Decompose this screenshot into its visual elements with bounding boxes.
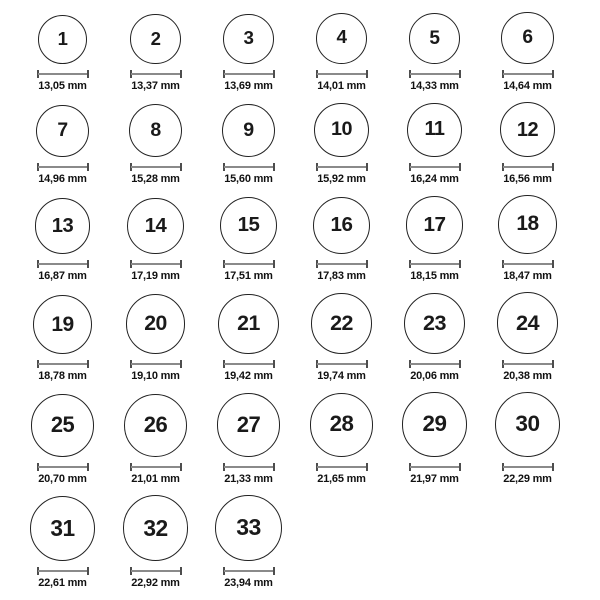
- ring-size-cell: [295, 103, 388, 186]
- ring-size-number: 25: [50, 412, 75, 438]
- ring-size-cell: [16, 198, 109, 283]
- ring-circle: [404, 293, 465, 354]
- bar-tick-right-icon: [273, 70, 275, 78]
- ring-circle: [127, 198, 183, 254]
- diameter-label: 21,33 mm: [224, 472, 273, 485]
- diameter-label: 18,47 mm: [503, 269, 552, 282]
- bar-tick-right-icon: [180, 567, 182, 575]
- ring-size-cell: [202, 104, 295, 187]
- ring-circle: [220, 197, 277, 254]
- ring-size-number: 15: [237, 213, 260, 237]
- bar-line: [38, 570, 88, 572]
- diameter-label: 14,33 mm: [410, 80, 459, 93]
- ring-circle: [31, 394, 93, 456]
- ring-size-number: 28: [329, 411, 354, 437]
- ring-size-number: 30: [515, 410, 540, 436]
- ring-size-cell: [481, 392, 574, 486]
- diameter-label: 20,38 mm: [503, 369, 552, 382]
- diameter-measure-bar: [130, 70, 182, 78]
- diameter-label: 14,01 mm: [317, 80, 366, 93]
- ring-size-number: 26: [143, 412, 168, 438]
- bar-tick-right-icon: [366, 463, 368, 471]
- ring-circle: [123, 495, 189, 561]
- ring-size-number: 20: [144, 312, 167, 336]
- ring-circle: [124, 394, 187, 457]
- bar-tick-right-icon: [273, 163, 275, 171]
- diameter-measure-bar: [223, 70, 275, 78]
- ring-size-cell: [16, 295, 109, 383]
- ring-size-cell: [388, 293, 481, 383]
- diameter-label: 19,74 mm: [317, 369, 366, 382]
- bar-line: [410, 73, 460, 75]
- ring-size-number: 29: [422, 411, 447, 437]
- ring-circle: [222, 104, 276, 158]
- ring-size-cell: [109, 394, 202, 486]
- ring-circle: [30, 496, 95, 561]
- diameter-label: 15,92 mm: [317, 173, 366, 186]
- ring-circle: [402, 392, 466, 456]
- bar-line: [131, 363, 181, 365]
- ring-circle: [311, 293, 372, 354]
- ring-circle: [497, 292, 559, 354]
- bar-line: [131, 466, 181, 468]
- bar-tick-right-icon: [87, 260, 89, 268]
- ring-circle: [126, 294, 186, 354]
- ring-size-number: 7: [57, 120, 68, 142]
- ring-size-cell: [202, 294, 295, 383]
- diameter-measure-bar: [130, 360, 182, 368]
- ring-size-cell: [109, 198, 202, 283]
- bar-tick-right-icon: [180, 260, 182, 268]
- size-row: [16, 292, 600, 383]
- diameter-label: 19,10 mm: [131, 369, 180, 382]
- size-row: [16, 392, 600, 486]
- size-row: [16, 495, 600, 590]
- diameter-measure-bar: [37, 567, 89, 575]
- ring-size-number: 3: [243, 27, 254, 49]
- bar-tick-right-icon: [459, 360, 461, 368]
- diameter-label: 16,87 mm: [38, 269, 87, 282]
- diameter-measure-bar: [316, 70, 368, 78]
- diameter-label: 16,24 mm: [410, 173, 459, 186]
- ring-size-cell: [16, 15, 109, 94]
- ring-circle: [35, 198, 91, 254]
- diameter-label: 19,42 mm: [224, 369, 273, 382]
- bar-line: [503, 166, 553, 168]
- ring-size-cell: [388, 196, 481, 283]
- diameter-measure-bar: [316, 360, 368, 368]
- ring-size-cell: [202, 197, 295, 283]
- size-row: [16, 12, 600, 93]
- ring-size-number: 12: [516, 118, 539, 141]
- diameter-label: 18,78 mm: [38, 369, 87, 382]
- diameter-measure-bar: [37, 260, 89, 268]
- ring-circle: [406, 196, 464, 254]
- size-row: [16, 102, 600, 186]
- ring-circle: [33, 295, 92, 354]
- bar-line: [224, 263, 274, 265]
- ring-size-cell: [109, 14, 202, 93]
- diameter-measure-bar: [409, 360, 461, 368]
- diameter-measure-bar: [223, 163, 275, 171]
- bar-line: [224, 166, 274, 168]
- ring-size-number: 32: [143, 514, 168, 541]
- bar-line: [224, 363, 274, 365]
- ring-size-cell: [109, 104, 202, 186]
- diameter-measure-bar: [130, 463, 182, 471]
- ring-circle: [313, 197, 370, 254]
- diameter-label: 17,51 mm: [224, 269, 273, 282]
- bar-line: [38, 263, 88, 265]
- diameter-measure-bar: [37, 463, 89, 471]
- ring-size-number: 9: [243, 118, 254, 141]
- ring-size-number: 5: [429, 27, 440, 49]
- size-row: [16, 195, 600, 283]
- diameter-measure-bar: [502, 260, 554, 268]
- ring-size-cell: [109, 294, 202, 383]
- diameter-measure-bar: [409, 463, 461, 471]
- bar-line: [131, 166, 181, 168]
- bar-tick-right-icon: [87, 163, 89, 171]
- diameter-measure-bar: [223, 567, 275, 575]
- diameter-label: 18,15 mm: [410, 269, 459, 282]
- bar-tick-right-icon: [87, 567, 89, 575]
- bar-line: [131, 570, 181, 572]
- bar-line: [410, 466, 460, 468]
- diameter-measure-bar: [316, 260, 368, 268]
- diameter-measure-bar: [409, 260, 461, 268]
- ring-size-number: 18: [516, 212, 539, 236]
- ring-size-cell: [202, 14, 295, 94]
- ring-size-cell: [481, 102, 574, 186]
- ring-size-number: 33: [236, 514, 261, 541]
- bar-tick-right-icon: [552, 70, 554, 78]
- ring-size-number: 11: [424, 118, 445, 141]
- bar-tick-right-icon: [552, 360, 554, 368]
- ring-circle: [409, 13, 461, 65]
- diameter-label: 21,01 mm: [131, 472, 180, 485]
- diameter-measure-bar: [502, 463, 554, 471]
- bar-tick-right-icon: [87, 70, 89, 78]
- bar-tick-right-icon: [273, 360, 275, 368]
- ring-circle: [130, 14, 180, 64]
- diameter-label: 20,70 mm: [38, 472, 87, 485]
- ring-size-cell: [481, 12, 574, 93]
- bar-tick-right-icon: [87, 360, 89, 368]
- ring-size-number: 6: [522, 27, 533, 49]
- bar-line: [38, 166, 88, 168]
- ring-size-cell: [481, 195, 574, 283]
- bar-line: [317, 263, 367, 265]
- diameter-label: 14,64 mm: [503, 80, 552, 93]
- ring-size-cell: [295, 393, 388, 486]
- ring-size-cell: [16, 496, 109, 590]
- diameter-label: 21,97 mm: [410, 472, 459, 485]
- ring-size-number: 16: [330, 212, 353, 236]
- diameter-measure-bar: [502, 70, 554, 78]
- diameter-measure-bar: [409, 70, 461, 78]
- bar-tick-right-icon: [273, 260, 275, 268]
- ring-size-number: 2: [150, 27, 161, 49]
- bar-tick-right-icon: [366, 360, 368, 368]
- bar-tick-right-icon: [459, 463, 461, 471]
- ring-size-cell: [109, 495, 202, 590]
- bar-tick-right-icon: [180, 463, 182, 471]
- ring-size-cell: [295, 293, 388, 383]
- ring-size-number: 24: [515, 309, 540, 335]
- bar-tick-right-icon: [459, 70, 461, 78]
- bar-line: [131, 73, 181, 75]
- bar-line: [503, 263, 553, 265]
- bar-tick-right-icon: [459, 260, 461, 268]
- ring-size-cell: [202, 393, 295, 485]
- diameter-label: 17,19 mm: [131, 269, 180, 282]
- bar-line: [317, 363, 367, 365]
- ring-size-number: 31: [50, 514, 75, 541]
- ring-circle: [215, 495, 281, 561]
- bar-tick-right-icon: [366, 70, 368, 78]
- diameter-label: 13,37 mm: [131, 80, 180, 93]
- bar-line: [38, 466, 88, 468]
- diameter-label: 22,92 mm: [131, 576, 180, 589]
- bar-line: [224, 73, 274, 75]
- ring-size-number: 8: [150, 119, 161, 142]
- ring-circle: [316, 13, 367, 64]
- bar-tick-right-icon: [366, 163, 368, 171]
- diameter-label: 17,83 mm: [317, 269, 366, 282]
- diameter-label: 22,61 mm: [38, 576, 87, 589]
- bar-line: [317, 73, 367, 75]
- diameter-label: 13,69 mm: [224, 80, 273, 93]
- bar-line: [410, 263, 460, 265]
- bar-tick-right-icon: [180, 360, 182, 368]
- diameter-measure-bar: [316, 463, 368, 471]
- ring-size-number: 27: [236, 411, 261, 437]
- diameter-label: 15,28 mm: [131, 173, 180, 186]
- diameter-label: 21,65 mm: [317, 472, 366, 485]
- diameter-measure-bar: [223, 360, 275, 368]
- diameter-measure-bar: [223, 260, 275, 268]
- ring-size-cell: [388, 13, 481, 94]
- bar-tick-right-icon: [552, 260, 554, 268]
- diameter-measure-bar: [130, 163, 182, 171]
- bar-tick-right-icon: [273, 463, 275, 471]
- ring-size-cell: [16, 105, 109, 187]
- ring-size-number: 1: [57, 28, 68, 50]
- ring-circle: [218, 294, 278, 354]
- ring-circle: [129, 104, 182, 157]
- diameter-label: 22,29 mm: [503, 472, 552, 485]
- ring-size-number: 14: [144, 214, 167, 237]
- ring-size-cell: [16, 394, 109, 485]
- ring-circle: [501, 12, 553, 64]
- bar-line: [410, 363, 460, 365]
- diameter-measure-bar: [502, 163, 554, 171]
- bar-line: [503, 73, 553, 75]
- bar-line: [38, 363, 88, 365]
- diameter-measure-bar: [130, 260, 182, 268]
- ring-circle: [495, 392, 560, 457]
- diameter-measure-bar: [37, 70, 89, 78]
- ring-size-number: 13: [51, 214, 74, 237]
- ring-size-number: 21: [237, 310, 260, 335]
- ring-size-cell: [295, 13, 388, 93]
- diameter-measure-bar: [223, 463, 275, 471]
- bar-line: [317, 166, 367, 168]
- ring-circle: [498, 195, 557, 254]
- diameter-label: 20,06 mm: [410, 369, 459, 382]
- ring-circle: [310, 393, 374, 457]
- ring-size-number: 22: [330, 310, 353, 335]
- bar-tick-right-icon: [552, 163, 554, 171]
- bar-tick-right-icon: [87, 463, 89, 471]
- diameter-measure-bar: [130, 567, 182, 575]
- bar-line: [503, 363, 553, 365]
- ring-circle: [36, 105, 89, 158]
- diameter-measure-bar: [409, 163, 461, 171]
- ring-circle: [223, 14, 274, 65]
- diameter-measure-bar: [37, 163, 89, 171]
- diameter-label: 13,05 mm: [38, 80, 87, 93]
- bar-line: [224, 466, 274, 468]
- ring-circle: [407, 103, 462, 158]
- bar-line: [38, 73, 88, 75]
- ring-size-number: 4: [336, 27, 347, 49]
- ring-circle: [500, 102, 555, 157]
- ring-size-cell: [481, 292, 574, 383]
- ring-size-number: 17: [423, 212, 446, 236]
- diameter-label: 23,94 mm: [224, 576, 273, 589]
- bar-tick-right-icon: [273, 567, 275, 575]
- ring-size-cell: [202, 495, 295, 590]
- bar-line: [131, 263, 181, 265]
- bar-line: [317, 466, 367, 468]
- ring-size-cell: [295, 197, 388, 283]
- diameter-measure-bar: [316, 163, 368, 171]
- diameter-measure-bar: [502, 360, 554, 368]
- bar-tick-right-icon: [459, 163, 461, 171]
- diameter-label: 16,56 mm: [503, 173, 552, 186]
- ring-size-number: 10: [330, 118, 352, 141]
- ring-circle: [217, 393, 280, 456]
- bar-line: [503, 466, 553, 468]
- bar-tick-right-icon: [180, 163, 182, 171]
- diameter-measure-bar: [37, 360, 89, 368]
- diameter-label: 14,96 mm: [38, 173, 87, 186]
- ring-size-cell: [388, 392, 481, 485]
- ring-circle: [314, 103, 368, 157]
- bar-tick-right-icon: [366, 260, 368, 268]
- ring-size-number: 19: [51, 312, 74, 336]
- diameter-label: 15,60 mm: [224, 173, 273, 186]
- ring-circle: [38, 15, 88, 65]
- bar-line: [224, 570, 274, 572]
- ring-size-number: 23: [422, 310, 447, 336]
- bar-line: [410, 166, 460, 168]
- ring-size-cell: [388, 103, 481, 187]
- bar-tick-right-icon: [180, 70, 182, 78]
- bar-tick-right-icon: [552, 463, 554, 471]
